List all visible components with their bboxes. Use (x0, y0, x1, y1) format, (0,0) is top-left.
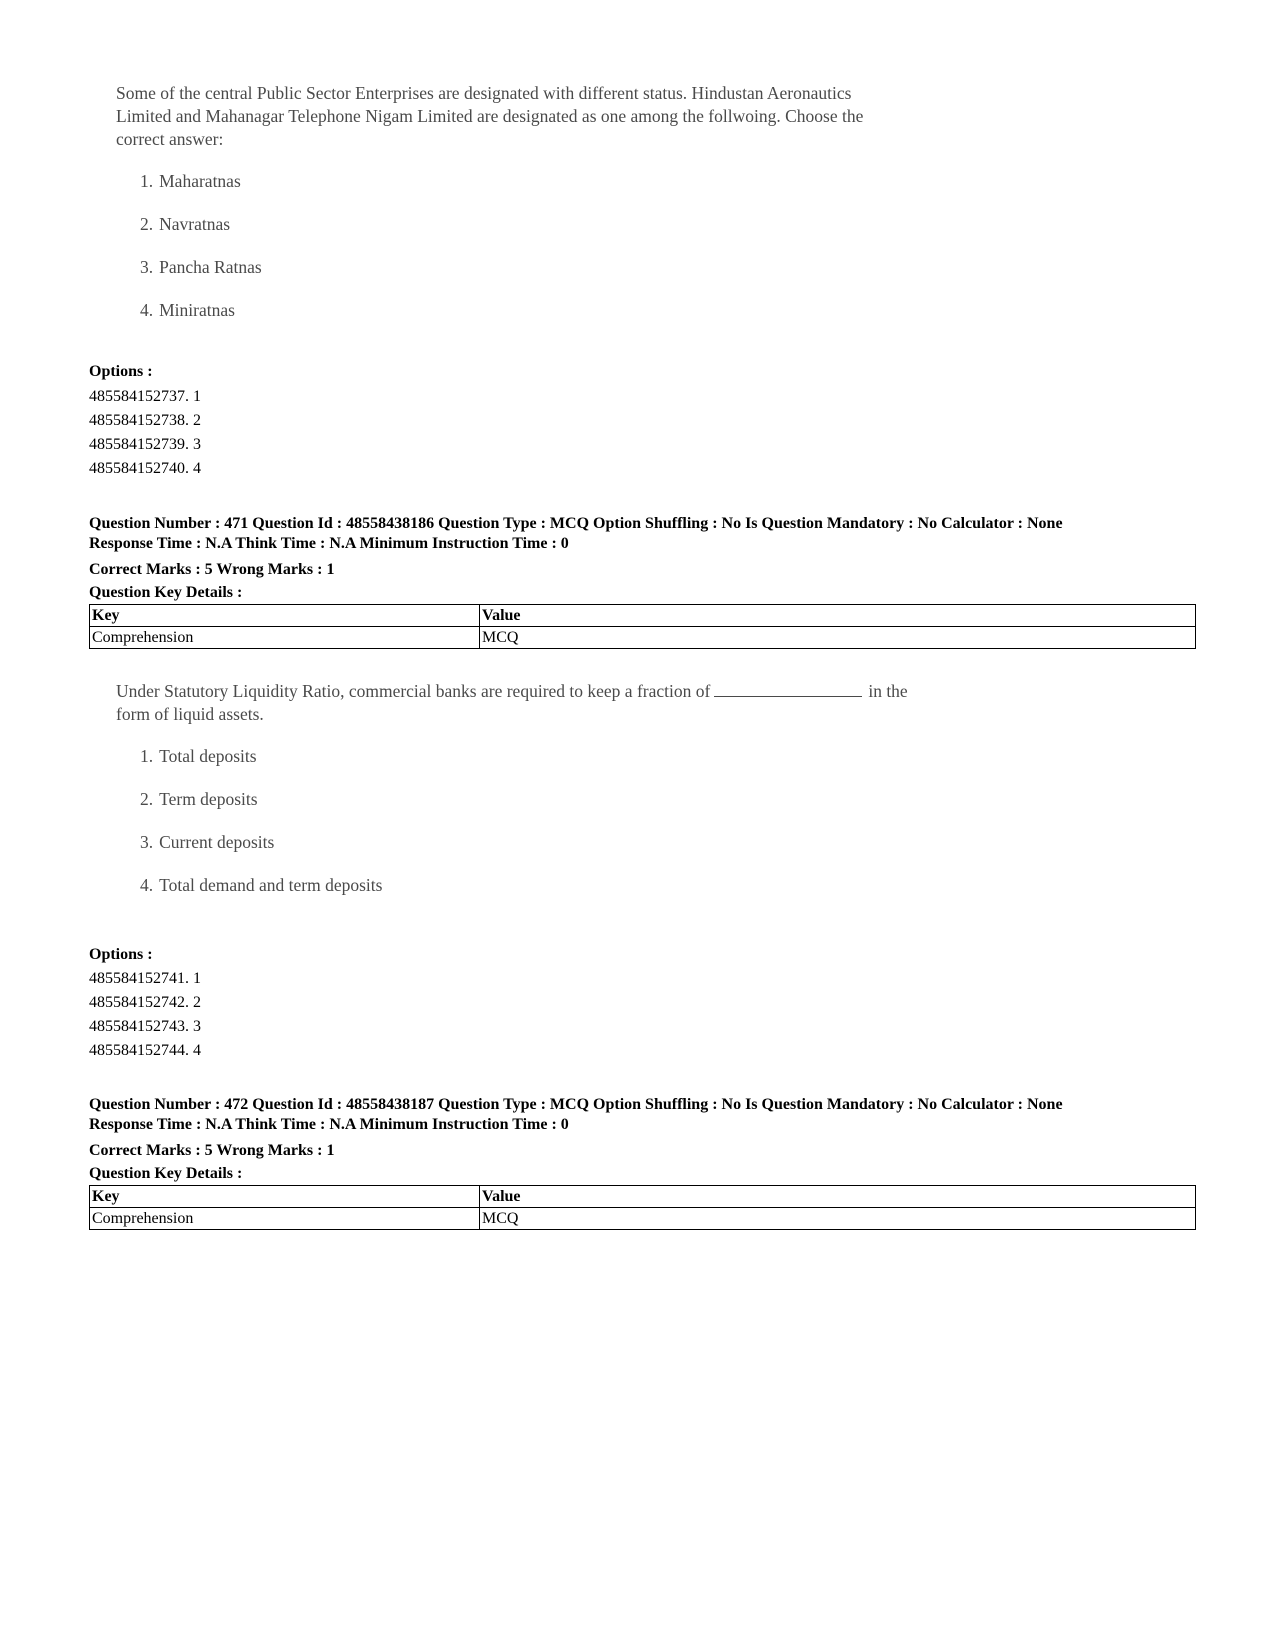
key-details-label: Question Key Details : (89, 1165, 243, 1182)
stem-text: Under Statutory Liquidity Ratio, commercial banks are required to keep a fraction of (116, 681, 711, 701)
choice-item (140, 214, 230, 235)
key-details-label: Question Key Details : (89, 584, 243, 601)
choice-item (140, 789, 258, 810)
question-470-image (116, 82, 976, 342)
question-stem-line: correct answer: (116, 129, 224, 149)
options-list (89, 967, 201, 1063)
choice-item (140, 875, 382, 896)
marks-line: Correct Marks : 5 Wrong Marks : 1 (89, 561, 335, 578)
table-header-cell: Key (90, 605, 480, 627)
question-stem-line (116, 681, 908, 701)
choice-number: 1. (140, 171, 154, 191)
choice-text: Maharatnas (159, 171, 241, 191)
choice-number: 4. (140, 875, 154, 895)
options-list (89, 385, 201, 481)
key-details-table (89, 1185, 1196, 1230)
question-meta (89, 1095, 1199, 1135)
option-item: 485584152742. 2 (89, 994, 201, 1011)
table-cell: MCQ (480, 627, 1196, 649)
table-cell: MCQ (480, 1208, 1196, 1230)
question-meta (89, 514, 1199, 554)
choice-text: Total deposits (159, 746, 257, 766)
option-item: 485584152738. 2 (89, 412, 201, 429)
choice-number: 4. (140, 300, 154, 320)
choice-text: Pancha Ratnas (159, 257, 262, 277)
question-stem-line: Some of the central Public Sector Enterprises are designated with different status. Hindustan Aeronautics (116, 83, 852, 103)
question-471-image (116, 680, 1016, 920)
question-meta-line: Question Number : 471 Question Id : 48558438186 Question Type : MCQ Option Shuffling : No Is Question Mandatory : No Calculator : None (89, 515, 1063, 532)
choice-item (140, 171, 241, 192)
choice-text: Term deposits (159, 789, 258, 809)
question-meta-line: Question Number : 472 Question Id : 48558438187 Question Type : MCQ Option Shuffling : No Is Question Mandatory : No Calculator : None (89, 1096, 1063, 1113)
option-item: 485584152744. 4 (89, 1042, 201, 1059)
table-cell: Comprehension (90, 1208, 480, 1230)
table-cell: Comprehension (90, 627, 480, 649)
fill-in-blank (714, 682, 862, 697)
table-header-cell: Value (480, 1186, 1196, 1208)
question-meta-line: Response Time : N.A Think Time : N.A Minimum Instruction Time : 0 (89, 1116, 569, 1133)
table-header-row (90, 1186, 1196, 1208)
options-label: Options : (89, 363, 153, 380)
table-header-cell: Value (480, 605, 1196, 627)
choice-text: Navratnas (159, 214, 231, 234)
choice-number: 3. (140, 832, 154, 852)
choice-item (140, 300, 235, 321)
table-row (90, 1208, 1196, 1230)
question-stem (116, 680, 1016, 726)
question-meta-line: Response Time : N.A Think Time : N.A Minimum Instruction Time : 0 (89, 535, 569, 552)
question-stem-line: Limited and Mahanagar Telephone Nigam Limited are designated as one among the follwoing. Choose the (116, 106, 864, 126)
stem-text: in the (868, 681, 908, 701)
option-item: 485584152741. 1 (89, 970, 201, 987)
option-item: 485584152743. 3 (89, 1018, 201, 1035)
options-label: Options : (89, 946, 153, 963)
table-header-row (90, 605, 1196, 627)
option-item: 485584152737. 1 (89, 388, 201, 405)
marks-line: Correct Marks : 5 Wrong Marks : 1 (89, 1142, 335, 1159)
choice-number: 2. (140, 214, 154, 234)
choice-number: 2. (140, 789, 154, 809)
choice-item (140, 832, 274, 853)
question-stem (116, 82, 976, 151)
table-header-cell: Key (90, 1186, 480, 1208)
choice-number: 1. (140, 746, 154, 766)
key-details-table (89, 604, 1196, 649)
choice-number: 3. (140, 257, 154, 277)
option-item: 485584152740. 4 (89, 460, 201, 477)
choice-text: Total demand and term deposits (159, 875, 383, 895)
option-item: 485584152739. 3 (89, 436, 201, 453)
question-stem-line: form of liquid assets. (116, 704, 264, 724)
table-row (90, 627, 1196, 649)
choice-text: Current deposits (159, 832, 275, 852)
choice-item (140, 746, 257, 767)
choice-text: Miniratnas (159, 300, 235, 320)
choice-item (140, 257, 262, 278)
